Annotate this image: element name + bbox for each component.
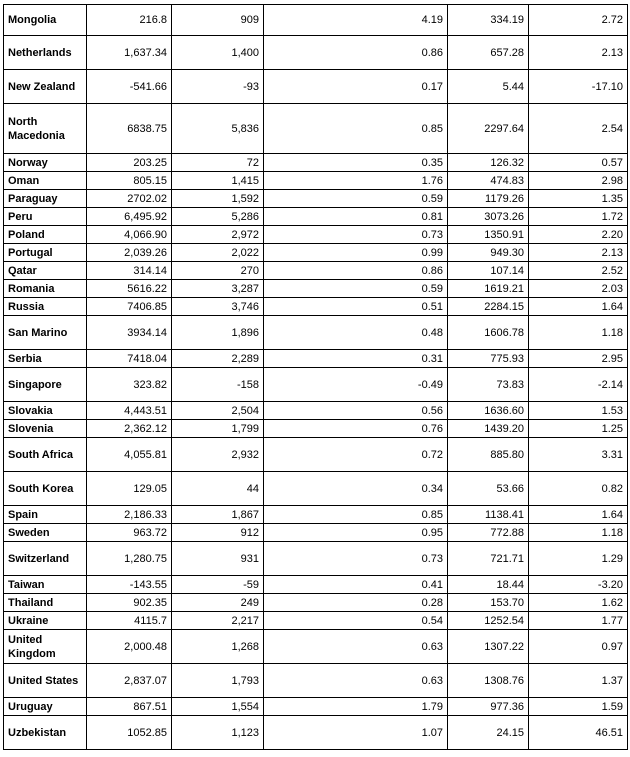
value-cell: 867.51 (87, 698, 172, 716)
value-cell: -143.55 (87, 576, 172, 594)
value-cell: 1252.54 (448, 612, 529, 630)
value-cell: 1.59 (529, 698, 628, 716)
value-cell: 0.59 (264, 190, 448, 208)
value-cell: 2,000.48 (87, 630, 172, 664)
value-cell: 2284.15 (448, 298, 529, 316)
value-cell: 3,287 (172, 280, 264, 298)
value-cell: 772.88 (448, 524, 529, 542)
table-row (4, 70, 628, 104)
table-row (4, 190, 628, 208)
value-cell: -0.49 (264, 368, 448, 402)
data-table (3, 4, 628, 750)
value-cell: 0.86 (264, 36, 448, 70)
value-cell: 1.62 (529, 594, 628, 612)
value-cell: 1308.76 (448, 664, 529, 698)
value-cell: 1,799 (172, 420, 264, 438)
value-cell: 1,123 (172, 716, 264, 750)
value-cell: 334.19 (448, 5, 529, 36)
country-cell: South Africa (4, 438, 87, 472)
value-cell: 1439.20 (448, 420, 529, 438)
country-cell: United Kingdom (4, 630, 87, 664)
country-cell: Netherlands (4, 36, 87, 70)
value-cell: -158 (172, 368, 264, 402)
value-cell: 0.56 (264, 402, 448, 420)
country-cell: South Korea (4, 472, 87, 506)
value-cell: 1,280.75 (87, 542, 172, 576)
value-cell: 2.52 (529, 262, 628, 280)
value-cell: 474.83 (448, 172, 529, 190)
value-cell: 2,217 (172, 612, 264, 630)
value-cell: 1606.78 (448, 316, 529, 350)
value-cell: 153.70 (448, 594, 529, 612)
value-cell: 3,746 (172, 298, 264, 316)
value-cell: 721.71 (448, 542, 529, 576)
value-cell: 7406.85 (87, 298, 172, 316)
value-cell: 73.83 (448, 368, 529, 402)
country-cell: Switzerland (4, 542, 87, 576)
country-cell: Poland (4, 226, 87, 244)
table-row (4, 698, 628, 716)
value-cell: 2.20 (529, 226, 628, 244)
value-cell: 0.48 (264, 316, 448, 350)
value-cell: 129.05 (87, 472, 172, 506)
value-cell: 0.97 (529, 630, 628, 664)
value-cell: 1307.22 (448, 630, 529, 664)
country-cell: United States (4, 664, 87, 698)
value-cell: 1,268 (172, 630, 264, 664)
country-cell: Uruguay (4, 698, 87, 716)
value-cell: 2,932 (172, 438, 264, 472)
country-cell: New Zealand (4, 70, 87, 104)
value-cell: 0.72 (264, 438, 448, 472)
table-row (4, 438, 628, 472)
value-cell: 4,066.90 (87, 226, 172, 244)
country-cell: Portugal (4, 244, 87, 262)
table-row (4, 226, 628, 244)
value-cell: 0.76 (264, 420, 448, 438)
value-cell: 126.32 (448, 154, 529, 172)
value-cell: 1619.21 (448, 280, 529, 298)
value-cell: 1,415 (172, 172, 264, 190)
country-cell: Norway (4, 154, 87, 172)
value-cell: 3934.14 (87, 316, 172, 350)
value-cell: 3.31 (529, 438, 628, 472)
value-cell: 1.64 (529, 506, 628, 524)
value-cell: 1.79 (264, 698, 448, 716)
country-cell: Qatar (4, 262, 87, 280)
value-cell: 0.99 (264, 244, 448, 262)
value-cell: 5,836 (172, 104, 264, 154)
value-cell: 1.64 (529, 298, 628, 316)
value-cell: 1179.26 (448, 190, 529, 208)
value-cell: 0.86 (264, 262, 448, 280)
value-cell: 4115.7 (87, 612, 172, 630)
value-cell: 6838.75 (87, 104, 172, 154)
table-row (4, 244, 628, 262)
country-cell: Romania (4, 280, 87, 298)
value-cell: 1.35 (529, 190, 628, 208)
table-row (4, 350, 628, 368)
value-cell: 18.44 (448, 576, 529, 594)
value-cell: 2297.64 (448, 104, 529, 154)
value-cell: 1.18 (529, 316, 628, 350)
table-row (4, 368, 628, 402)
value-cell: -541.66 (87, 70, 172, 104)
value-cell: 249 (172, 594, 264, 612)
value-cell: 2.13 (529, 244, 628, 262)
value-cell: 0.34 (264, 472, 448, 506)
country-cell: Sweden (4, 524, 87, 542)
value-cell: 2.98 (529, 172, 628, 190)
country-cell: Ukraine (4, 612, 87, 630)
table-row (4, 594, 628, 612)
value-cell: 912 (172, 524, 264, 542)
table-row (4, 630, 628, 664)
country-cell: North Macedonia (4, 104, 87, 154)
value-cell: 0.28 (264, 594, 448, 612)
value-cell: 216.8 (87, 5, 172, 36)
table-row (4, 472, 628, 506)
value-cell: 0.81 (264, 208, 448, 226)
table-row (4, 524, 628, 542)
value-cell: 1.07 (264, 716, 448, 750)
table-row (4, 316, 628, 350)
value-cell: -93 (172, 70, 264, 104)
value-cell: 314.14 (87, 262, 172, 280)
value-cell: 1350.91 (448, 226, 529, 244)
value-cell: 949.30 (448, 244, 529, 262)
table-row (4, 154, 628, 172)
value-cell: 4.19 (264, 5, 448, 36)
value-cell: 107.14 (448, 262, 529, 280)
table-row (4, 208, 628, 226)
country-cell: Spain (4, 506, 87, 524)
value-cell: 0.85 (264, 506, 448, 524)
value-cell: 2.72 (529, 5, 628, 36)
value-cell: 0.82 (529, 472, 628, 506)
country-cell: Taiwan (4, 576, 87, 594)
value-cell: 6,495.92 (87, 208, 172, 226)
value-cell: 0.73 (264, 542, 448, 576)
country-cell: Thailand (4, 594, 87, 612)
value-cell: 1,637.34 (87, 36, 172, 70)
value-cell: 931 (172, 542, 264, 576)
value-cell: 885.80 (448, 438, 529, 472)
value-cell: 5.44 (448, 70, 529, 104)
value-cell: 1.77 (529, 612, 628, 630)
value-cell: 0.35 (264, 154, 448, 172)
value-cell: 0.57 (529, 154, 628, 172)
value-cell: 1,592 (172, 190, 264, 208)
value-cell: 1,793 (172, 664, 264, 698)
value-cell: 0.73 (264, 226, 448, 244)
value-cell: 44 (172, 472, 264, 506)
country-cell: San Marino (4, 316, 87, 350)
table-row (4, 664, 628, 698)
value-cell: 805.15 (87, 172, 172, 190)
table-row (4, 506, 628, 524)
value-cell: 977.36 (448, 698, 529, 716)
value-cell: 1636.60 (448, 402, 529, 420)
value-cell: 1.37 (529, 664, 628, 698)
value-cell: 4,055.81 (87, 438, 172, 472)
value-cell: 909 (172, 5, 264, 36)
table-row (4, 402, 628, 420)
value-cell: 7418.04 (87, 350, 172, 368)
value-cell: 1,896 (172, 316, 264, 350)
value-cell: -59 (172, 576, 264, 594)
value-cell: 0.31 (264, 350, 448, 368)
value-cell: 1.29 (529, 542, 628, 576)
country-cell: Oman (4, 172, 87, 190)
value-cell: 46.51 (529, 716, 628, 750)
value-cell: 2,186.33 (87, 506, 172, 524)
country-cell: Slovakia (4, 402, 87, 420)
value-cell: 0.59 (264, 280, 448, 298)
value-cell: 775.93 (448, 350, 529, 368)
value-cell: 4,443.51 (87, 402, 172, 420)
value-cell: 0.85 (264, 104, 448, 154)
table-row (4, 420, 628, 438)
value-cell: -3.20 (529, 576, 628, 594)
value-cell: -17.10 (529, 70, 628, 104)
value-cell: 2,289 (172, 350, 264, 368)
value-cell: 1.76 (264, 172, 448, 190)
value-cell: 0.17 (264, 70, 448, 104)
country-cell: Slovenia (4, 420, 87, 438)
table-row (4, 262, 628, 280)
value-cell: 2702.02 (87, 190, 172, 208)
value-cell: 0.41 (264, 576, 448, 594)
country-cell: Mongolia (4, 5, 87, 36)
value-cell: 323.82 (87, 368, 172, 402)
table-row (4, 280, 628, 298)
value-cell: 1,400 (172, 36, 264, 70)
table-row (4, 576, 628, 594)
table-row (4, 172, 628, 190)
value-cell: 270 (172, 262, 264, 280)
value-cell: 1.25 (529, 420, 628, 438)
table-row (4, 298, 628, 316)
table-row (4, 36, 628, 70)
country-cell: Peru (4, 208, 87, 226)
value-cell: 1052.85 (87, 716, 172, 750)
value-cell: 53.66 (448, 472, 529, 506)
value-cell: 203.25 (87, 154, 172, 172)
value-cell: 0.51 (264, 298, 448, 316)
value-cell: 1.18 (529, 524, 628, 542)
table-row (4, 542, 628, 576)
country-cell: Singapore (4, 368, 87, 402)
country-cell: Uzbekistan (4, 716, 87, 750)
table-row (4, 716, 628, 750)
country-cell: Paraguay (4, 190, 87, 208)
value-cell: 902.35 (87, 594, 172, 612)
value-cell: 2,022 (172, 244, 264, 262)
table-row (4, 104, 628, 154)
value-cell: 24.15 (448, 716, 529, 750)
value-cell: 2,362.12 (87, 420, 172, 438)
value-cell: 1138.41 (448, 506, 529, 524)
value-cell: 1,867 (172, 506, 264, 524)
value-cell: 1,554 (172, 698, 264, 716)
country-cell: Russia (4, 298, 87, 316)
value-cell: 657.28 (448, 36, 529, 70)
value-cell: 2,972 (172, 226, 264, 244)
value-cell: 0.63 (264, 630, 448, 664)
value-cell: -2.14 (529, 368, 628, 402)
table-row (4, 612, 628, 630)
table-row (4, 5, 628, 36)
value-cell: 2,837.07 (87, 664, 172, 698)
country-cell: Serbia (4, 350, 87, 368)
value-cell: 2,039.26 (87, 244, 172, 262)
value-cell: 0.63 (264, 664, 448, 698)
value-cell: 5,286 (172, 208, 264, 226)
value-cell: 2.54 (529, 104, 628, 154)
value-cell: 2,504 (172, 402, 264, 420)
value-cell: 3073.26 (448, 208, 529, 226)
value-cell: 0.54 (264, 612, 448, 630)
value-cell: 5616.22 (87, 280, 172, 298)
value-cell: 1.53 (529, 402, 628, 420)
value-cell: 963.72 (87, 524, 172, 542)
value-cell: 2.03 (529, 280, 628, 298)
value-cell: 1.72 (529, 208, 628, 226)
value-cell: 0.95 (264, 524, 448, 542)
value-cell: 2.13 (529, 36, 628, 70)
value-cell: 2.95 (529, 350, 628, 368)
value-cell: 72 (172, 154, 264, 172)
